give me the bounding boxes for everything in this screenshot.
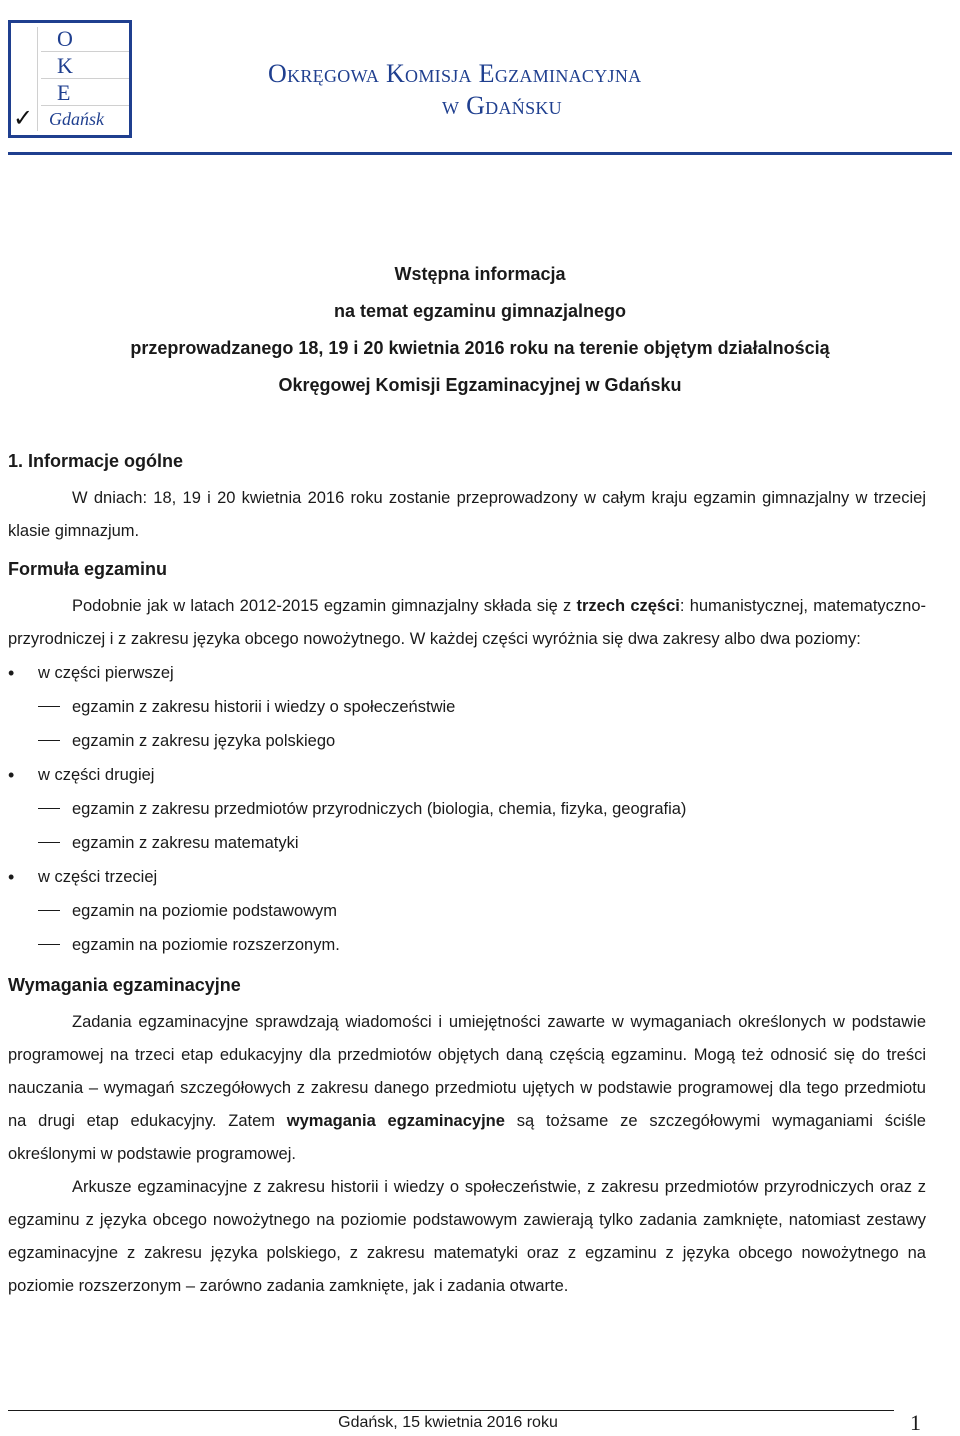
document-title — [0, 256, 960, 404]
requirements-text-bold: wymagania egzaminacyjne — [286, 1112, 505, 1130]
title-line-1: Wstępna informacja — [394, 264, 566, 284]
requirements-text-a: Zadania egzaminacyjne sprawdzają wiadomości i umiejętności zawarte w wymaganiach określonych w podstawie programowej na trzeci etap edukacyjny dla przedmiotów objętych daną częścią egzaminu. Mogą też odnosić się do treści nauczania – wymagań szczegółowych z zakresu danego przedmiotu ujętych w podstawie programowej dla tego przedmiotu na drugi etap edukacyjny. Zatem — [8, 1013, 926, 1130]
title-line-3: przeprowadzanego 18, 19 i 20 kwietnia 2016 roku na terenie objętym działalnością — [130, 338, 830, 358]
header-divider — [8, 152, 952, 155]
page-number: 1 — [910, 1410, 921, 1435]
list-item: egzamin na poziomie podstawowym — [8, 894, 926, 928]
list-item — [8, 860, 926, 962]
formula-text-a: Podobnie jak w latach 2012-2015 egzamin gimnazjalny składa się z — [72, 597, 577, 615]
requirements-text-b: są tożsame ze szczegółowymi wymaganiami ściśle określonymi w podstawie programowej. — [8, 1112, 926, 1163]
organization-name — [268, 58, 828, 122]
exam-parts-list — [8, 656, 926, 962]
logo-city: Gdańsk — [49, 109, 104, 129]
part-label: w części trzeciej — [38, 868, 158, 886]
list-item — [8, 656, 926, 758]
list-item — [8, 758, 926, 860]
oke-logo — [8, 20, 132, 138]
part-label: w części pierwszej — [38, 664, 174, 682]
document-body — [8, 444, 926, 1303]
formula-text-b: : humanistycznej, matematyczno-przyrodniczej i z zakresu języka obcego nowożytnego. W każdej części wyróżnia się dwa zakresy albo dwa poziomy: — [8, 597, 927, 648]
formula-text-bold: trzech części — [576, 597, 680, 615]
formula-paragraph — [8, 590, 926, 656]
general-paragraph: W dniach: 18, 19 i 20 kwietnia 2016 roku zostanie przeprowadzony w całym kraju egzamin gimnazjalny w trzeciej klasie gimnazjum. — [8, 489, 926, 540]
list-item: egzamin z zakresu matematyki — [8, 826, 926, 860]
list-item: egzamin z zakresu historii i wiedzy o społeczeństwie — [8, 690, 926, 724]
requirements-paragraph-1 — [8, 1006, 926, 1171]
footer-date: Gdańsk, 15 kwietnia 2016 roku — [338, 1414, 558, 1431]
list-item: egzamin z zakresu przedmiotów przyrodniczych (biologia, chemia, fizyka, geografia) — [8, 792, 926, 826]
section-heading-formula: Formuła egzaminu — [8, 559, 168, 579]
section-heading-requirements: Wymagania egzaminacyjne — [8, 975, 241, 995]
list-item: egzamin na poziomie rozszerzonym. — [8, 928, 926, 962]
sub-list — [38, 690, 926, 758]
sub-list — [38, 792, 926, 860]
org-name-line1: Okręgowa Komisja Egzaminacyjna — [268, 59, 642, 88]
logo-letter-k: K — [41, 52, 129, 79]
section-heading-general: 1. Informacje ogólne — [8, 451, 184, 471]
logo-letter-e: E — [41, 79, 129, 106]
sub-list — [38, 894, 926, 962]
list-item: egzamin z zakresu języka polskiego — [8, 724, 926, 758]
part-label: w części drugiej — [38, 766, 155, 784]
checkmark-icon: ✓ — [13, 105, 34, 132]
org-name-line2: w Gdańsku — [442, 91, 562, 120]
requirements-paragraph-2: Arkusze egzaminacyjne z zakresu historii i wiedzy o społeczeństwie, z zakresu przedmiotów przyrodniczych oraz z egzaminu z języka obcego nowożytnego na poziomie podstawowym zawierają tylko zadania zamknięte, natomiast zestawy egzaminacyjne z zakresu języka polskiego, z zakresu matematyki oraz z egzaminu z języka obcego nowożytnego na poziomie rozszerzonym – zarówno zadania zamknięte, jak i zadania otwarte. — [8, 1178, 926, 1295]
logo-letter-o: O — [41, 25, 129, 52]
title-line-2: na temat egzaminu gimnazjalnego — [333, 301, 627, 321]
footer-divider — [8, 1410, 894, 1411]
title-line-4: Okręgowej Komisji Egzaminacyjnej w Gdańsku — [278, 375, 682, 395]
